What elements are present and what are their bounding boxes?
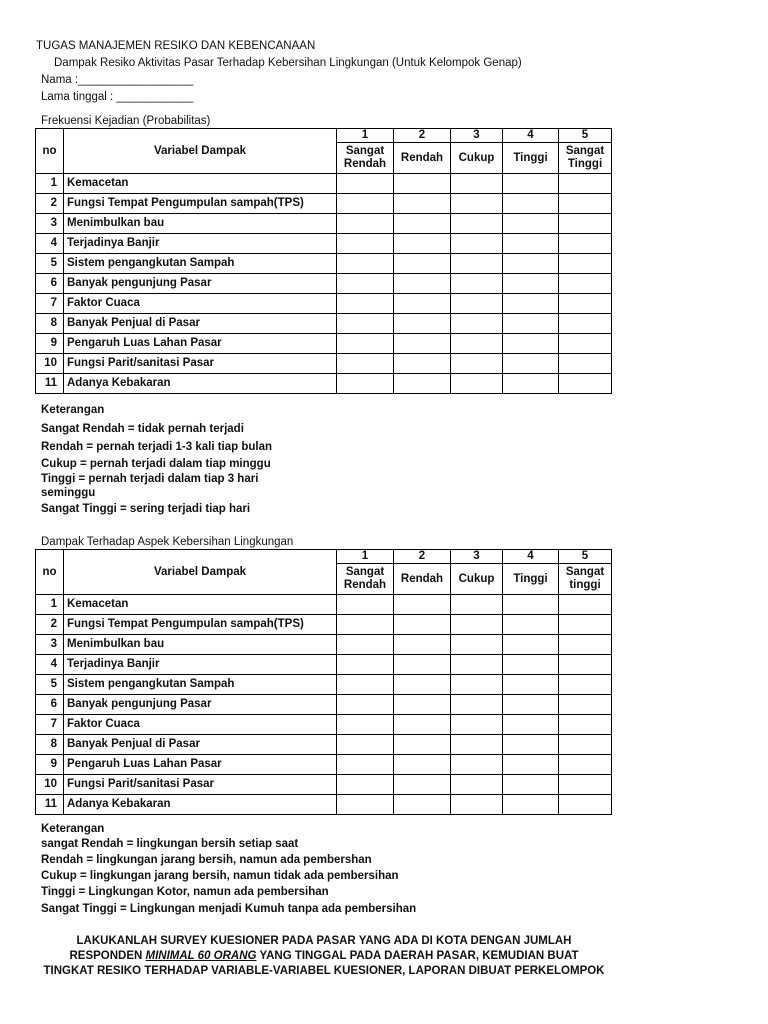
row-number: 7 xyxy=(36,294,64,314)
rating-cell[interactable] xyxy=(503,214,559,234)
row-variable: Fungsi Parit/sanitasi Pasar xyxy=(64,775,337,795)
scale-label xyxy=(394,564,451,595)
column-header-no: no xyxy=(36,129,64,174)
row-variable: Kemacetan xyxy=(64,174,337,194)
row-variable: Faktor Cuaca xyxy=(64,294,337,314)
rating-cell[interactable] xyxy=(451,234,503,254)
scale-label xyxy=(337,143,394,174)
table-row xyxy=(36,334,612,354)
table-row xyxy=(36,194,612,214)
scale-label xyxy=(503,143,559,174)
scale-label-line: Rendah xyxy=(400,151,444,164)
rating-cell[interactable] xyxy=(451,214,503,234)
rating-cell[interactable] xyxy=(337,374,394,394)
closing-text: RESPONDEN xyxy=(69,950,146,962)
rating-cell[interactable] xyxy=(337,274,394,294)
table-row xyxy=(36,675,612,695)
table-row xyxy=(36,655,612,675)
rating-cell[interactable] xyxy=(559,755,612,775)
row-number: 8 xyxy=(36,735,64,755)
rating-cell[interactable] xyxy=(337,334,394,354)
rating-cell[interactable] xyxy=(394,795,451,815)
scale-number: 2 xyxy=(394,129,451,143)
row-variable: Terjadinya Banjir xyxy=(64,234,337,254)
rating-cell[interactable] xyxy=(559,595,612,615)
rating-cell[interactable] xyxy=(337,755,394,775)
scale-label-line: Cukup xyxy=(458,572,495,585)
rating-cell[interactable] xyxy=(337,795,394,815)
rating-cell[interactable] xyxy=(503,334,559,354)
legend1-line: Rendah = pernah terjadi 1-3 kali tiap bulan xyxy=(41,441,273,453)
dampak-table xyxy=(35,549,612,815)
rating-cell[interactable] xyxy=(337,655,394,675)
table-row xyxy=(36,695,612,715)
row-variable: Faktor Cuaca xyxy=(64,715,337,735)
rating-cell[interactable] xyxy=(337,314,394,334)
row-number: 7 xyxy=(36,715,64,735)
row-number: 9 xyxy=(36,334,64,354)
rating-cell[interactable] xyxy=(503,314,559,334)
rating-cell[interactable] xyxy=(503,695,559,715)
legend1-line: Sangat Rendah = tidak pernah terjadi xyxy=(41,423,244,435)
rating-cell[interactable] xyxy=(337,174,394,194)
legend2-line: Sangat Tinggi = Lingkungan menjadi Kumuh tanpa ada pembersihan xyxy=(41,903,417,915)
scale-label xyxy=(394,143,451,174)
rating-cell[interactable] xyxy=(394,294,451,314)
rating-cell[interactable] xyxy=(559,174,612,194)
rating-cell[interactable] xyxy=(394,695,451,715)
rating-cell[interactable] xyxy=(559,314,612,334)
rating-cell[interactable] xyxy=(559,374,612,394)
row-variable: Sistem pengangkutan Sampah xyxy=(64,254,337,274)
row-variable: Menimbulkan bau xyxy=(64,214,337,234)
scale-number: 3 xyxy=(451,550,503,564)
row-variable: Sistem pengangkutan Sampah xyxy=(64,675,337,695)
row-variable: Adanya Kebakaran xyxy=(64,374,337,394)
rating-cell[interactable] xyxy=(394,374,451,394)
scale-label xyxy=(503,564,559,595)
rating-cell[interactable] xyxy=(394,735,451,755)
table-row xyxy=(36,294,612,314)
rating-cell[interactable] xyxy=(394,655,451,675)
rating-cell[interactable] xyxy=(559,234,612,254)
rating-cell[interactable] xyxy=(559,635,612,655)
header-number-row xyxy=(36,550,612,564)
row-number: 5 xyxy=(36,254,64,274)
rating-cell[interactable] xyxy=(394,334,451,354)
rating-cell[interactable] xyxy=(503,775,559,795)
column-header-variabel: Variabel Dampak xyxy=(64,550,337,595)
rating-cell[interactable] xyxy=(394,715,451,735)
scale-label-line: Sangat xyxy=(565,145,605,157)
row-variable: Fungsi Tempat Pengumpulan sampah(TPS) xyxy=(64,194,337,214)
rating-cell[interactable] xyxy=(503,615,559,635)
row-number: 6 xyxy=(36,274,64,294)
scale-label-line: Tinggi xyxy=(567,158,603,170)
rating-cell[interactable] xyxy=(394,354,451,374)
rating-cell[interactable] xyxy=(394,635,451,655)
legend2-line: Cukup = lingkungan jarang bersih, namun tidak ada pembersihan xyxy=(41,870,399,882)
table-row xyxy=(36,274,612,294)
scale-number: 4 xyxy=(503,550,559,564)
legend2-title: Keterangan xyxy=(41,823,105,835)
scale-label xyxy=(451,143,503,174)
rating-cell[interactable] xyxy=(451,274,503,294)
document-subtitle: Dampak Resiko Aktivitas Pasar Terhadap Kebersihan Lingkungan (Untuk Kelompok Genap) xyxy=(54,57,522,69)
rating-cell[interactable] xyxy=(559,775,612,795)
legend2-line: sangat Rendah = lingkungan bersih setiap saat xyxy=(41,838,299,850)
scale-label-line: Cukup xyxy=(458,151,495,164)
rating-cell[interactable] xyxy=(451,194,503,214)
row-number: 1 xyxy=(36,595,64,615)
rating-cell[interactable] xyxy=(503,755,559,775)
rating-cell[interactable] xyxy=(451,334,503,354)
table-row xyxy=(36,234,612,254)
table1-caption: Frekuensi Kejadian (Probabilitas) xyxy=(41,115,211,127)
rating-cell[interactable] xyxy=(503,655,559,675)
table-row xyxy=(36,755,612,775)
rating-cell[interactable] xyxy=(451,314,503,334)
row-number: 1 xyxy=(36,174,64,194)
rating-cell[interactable] xyxy=(503,735,559,755)
scale-label-line: Sangat xyxy=(565,566,605,578)
row-number: 2 xyxy=(36,194,64,214)
legend1-line: Sangat Tinggi = sering terjadi tiap hari xyxy=(41,503,251,515)
rating-cell[interactable] xyxy=(337,294,394,314)
column-header-variabel: Variabel Dampak xyxy=(64,129,337,174)
rating-cell[interactable] xyxy=(559,354,612,374)
rating-cell[interactable] xyxy=(559,194,612,214)
rating-cell[interactable] xyxy=(337,675,394,695)
closing-line: TINGKAT RESIKO TERHADAP VARIABLE-VARIABEL KUESIONER, LAPORAN DIBUAT PERKELOMPOK xyxy=(43,965,605,977)
rating-cell[interactable] xyxy=(451,254,503,274)
scale-number: 4 xyxy=(503,129,559,143)
rating-cell[interactable] xyxy=(503,354,559,374)
rating-cell[interactable] xyxy=(559,715,612,735)
row-variable: Kemacetan xyxy=(64,595,337,615)
rating-cell[interactable] xyxy=(394,214,451,234)
rating-cell[interactable] xyxy=(394,314,451,334)
rating-cell[interactable] xyxy=(503,374,559,394)
rating-cell[interactable] xyxy=(503,715,559,735)
rating-cell[interactable] xyxy=(559,274,612,294)
rating-cell[interactable] xyxy=(559,695,612,715)
legend2-line: Rendah = lingkungan jarang bersih, namun ada pembershan xyxy=(41,854,372,866)
rating-cell[interactable] xyxy=(451,675,503,695)
rating-cell[interactable] xyxy=(451,695,503,715)
lama-tinggal-field: Lama tinggal : ____________ xyxy=(41,91,194,103)
scale-label-line: Tinggi xyxy=(513,151,548,164)
row-variable: Banyak pengunjung Pasar xyxy=(64,695,337,715)
closing-instructions xyxy=(36,934,612,979)
legend1-line: seminggu xyxy=(41,487,96,499)
rating-cell[interactable] xyxy=(559,675,612,695)
row-number: 10 xyxy=(36,775,64,795)
row-variable: Banyak Penjual di Pasar xyxy=(64,735,337,755)
rating-cell[interactable] xyxy=(337,354,394,374)
table-row xyxy=(36,374,612,394)
row-number: 9 xyxy=(36,755,64,775)
rating-cell[interactable] xyxy=(503,294,559,314)
rating-cell[interactable] xyxy=(451,795,503,815)
scale-number: 1 xyxy=(337,129,394,143)
row-variable: Fungsi Parit/sanitasi Pasar xyxy=(64,354,337,374)
row-number: 3 xyxy=(36,214,64,234)
row-variable: Fungsi Tempat Pengumpulan sampah(TPS) xyxy=(64,615,337,635)
rating-cell[interactable] xyxy=(451,635,503,655)
rating-cell[interactable] xyxy=(503,675,559,695)
scale-label xyxy=(559,564,612,595)
rating-cell[interactable] xyxy=(451,374,503,394)
scale-label-line: tinggi xyxy=(569,579,601,591)
scale-label-line: Sangat xyxy=(345,566,385,578)
rating-cell[interactable] xyxy=(559,214,612,234)
rating-cell[interactable] xyxy=(451,715,503,735)
legend2-line: Tinggi = Lingkungan Kotor, namun ada pembersihan xyxy=(41,886,329,898)
closing-emphasis: MINIMAL 60 ORANG xyxy=(145,950,257,962)
rating-cell[interactable] xyxy=(394,194,451,214)
frekuensi-table xyxy=(35,128,612,394)
document-title: TUGAS MANAJEMEN RESIKO DAN KEBENCANAAN xyxy=(36,40,316,52)
table-row xyxy=(36,635,612,655)
rating-cell[interactable] xyxy=(559,655,612,675)
rating-cell[interactable] xyxy=(394,615,451,635)
rating-cell[interactable] xyxy=(451,174,503,194)
rating-cell[interactable] xyxy=(337,234,394,254)
rating-cell[interactable] xyxy=(451,354,503,374)
row-number: 5 xyxy=(36,675,64,695)
table-row xyxy=(36,715,612,735)
row-variable: Adanya Kebakaran xyxy=(64,795,337,815)
scale-label xyxy=(337,564,394,595)
rating-cell[interactable] xyxy=(559,294,612,314)
row-number: 8 xyxy=(36,314,64,334)
nama-field: Nama :__________________ xyxy=(41,74,194,86)
scale-number: 3 xyxy=(451,129,503,143)
table-row xyxy=(36,595,612,615)
row-number: 4 xyxy=(36,655,64,675)
rating-cell[interactable] xyxy=(394,174,451,194)
rating-cell[interactable] xyxy=(559,615,612,635)
row-number: 11 xyxy=(36,795,64,815)
rating-cell[interactable] xyxy=(451,735,503,755)
column-header-no: no xyxy=(36,550,64,595)
rating-cell[interactable] xyxy=(451,595,503,615)
rating-cell[interactable] xyxy=(503,595,559,615)
closing-line xyxy=(36,949,612,964)
rating-cell[interactable] xyxy=(503,254,559,274)
rating-cell[interactable] xyxy=(394,755,451,775)
scale-label-line: Rendah xyxy=(343,158,387,170)
scale-number: 1 xyxy=(337,550,394,564)
rating-cell[interactable] xyxy=(337,194,394,214)
rating-cell[interactable] xyxy=(337,595,394,615)
closing-text: YANG TINGGAL PADA DAERAH PASAR, KEMUDIAN BUAT xyxy=(256,950,579,962)
rating-cell[interactable] xyxy=(503,635,559,655)
row-variable: Terjadinya Banjir xyxy=(64,655,337,675)
row-variable: Banyak pengunjung Pasar xyxy=(64,274,337,294)
rating-cell[interactable] xyxy=(503,234,559,254)
rating-cell[interactable] xyxy=(503,174,559,194)
scale-number: 5 xyxy=(559,129,612,143)
rating-cell[interactable] xyxy=(394,595,451,615)
rating-cell[interactable] xyxy=(337,214,394,234)
table-row xyxy=(36,354,612,374)
rating-cell[interactable] xyxy=(451,294,503,314)
rating-cell[interactable] xyxy=(451,615,503,635)
rating-cell[interactable] xyxy=(337,695,394,715)
row-variable: Pengaruh Luas Lahan Pasar xyxy=(64,334,337,354)
scale-number: 2 xyxy=(394,550,451,564)
table-row xyxy=(36,615,612,635)
table-row xyxy=(36,254,612,274)
scale-label-line: Sangat xyxy=(345,145,385,157)
rating-cell[interactable] xyxy=(451,655,503,675)
legend1-line: Tinggi = pernah terjadi dalam tiap 3 hari xyxy=(41,473,259,485)
rating-cell[interactable] xyxy=(559,334,612,354)
table2-caption: Dampak Terhadap Aspek Kebersihan Lingkungan xyxy=(41,536,294,548)
header-number-row xyxy=(36,129,612,143)
rating-cell[interactable] xyxy=(337,735,394,755)
rating-cell[interactable] xyxy=(451,775,503,795)
table-row xyxy=(36,735,612,755)
rating-cell[interactable] xyxy=(559,254,612,274)
scale-label-line: Rendah xyxy=(400,572,444,585)
table-row xyxy=(36,214,612,234)
rating-cell[interactable] xyxy=(337,775,394,795)
row-number: 11 xyxy=(36,374,64,394)
rating-cell[interactable] xyxy=(394,274,451,294)
rating-cell[interactable] xyxy=(394,775,451,795)
scale-label-line: Tinggi xyxy=(513,572,548,585)
rating-cell[interactable] xyxy=(503,274,559,294)
rating-cell[interactable] xyxy=(337,715,394,735)
table-row xyxy=(36,314,612,334)
row-number: 2 xyxy=(36,615,64,635)
table-row xyxy=(36,174,612,194)
row-number: 10 xyxy=(36,354,64,374)
rating-cell[interactable] xyxy=(337,254,394,274)
row-number: 3 xyxy=(36,635,64,655)
table-row xyxy=(36,795,612,815)
legend1-line: Cukup = pernah terjadi dalam tiap minggu xyxy=(41,458,271,470)
row-variable: Menimbulkan bau xyxy=(64,635,337,655)
row-number: 6 xyxy=(36,695,64,715)
rating-cell[interactable] xyxy=(337,615,394,635)
rating-cell[interactable] xyxy=(559,735,612,755)
rating-cell[interactable] xyxy=(394,234,451,254)
table-row xyxy=(36,775,612,795)
rating-cell[interactable] xyxy=(451,755,503,775)
scale-label-line: Rendah xyxy=(343,579,387,591)
legend1-title: Keterangan xyxy=(41,404,105,416)
scale-label xyxy=(451,564,503,595)
scale-number: 5 xyxy=(559,550,612,564)
row-variable: Banyak Penjual di Pasar xyxy=(64,314,337,334)
row-number: 4 xyxy=(36,234,64,254)
closing-line: LAKUKANLAH SURVEY KUESIONER PADA PASAR YANG ADA DI KOTA DENGAN JUMLAH xyxy=(76,935,572,947)
rating-cell[interactable] xyxy=(559,795,612,815)
rating-cell[interactable] xyxy=(394,675,451,695)
row-variable: Pengaruh Luas Lahan Pasar xyxy=(64,755,337,775)
rating-cell[interactable] xyxy=(503,194,559,214)
scale-label xyxy=(559,143,612,174)
rating-cell[interactable] xyxy=(503,795,559,815)
rating-cell[interactable] xyxy=(394,254,451,274)
rating-cell[interactable] xyxy=(337,635,394,655)
